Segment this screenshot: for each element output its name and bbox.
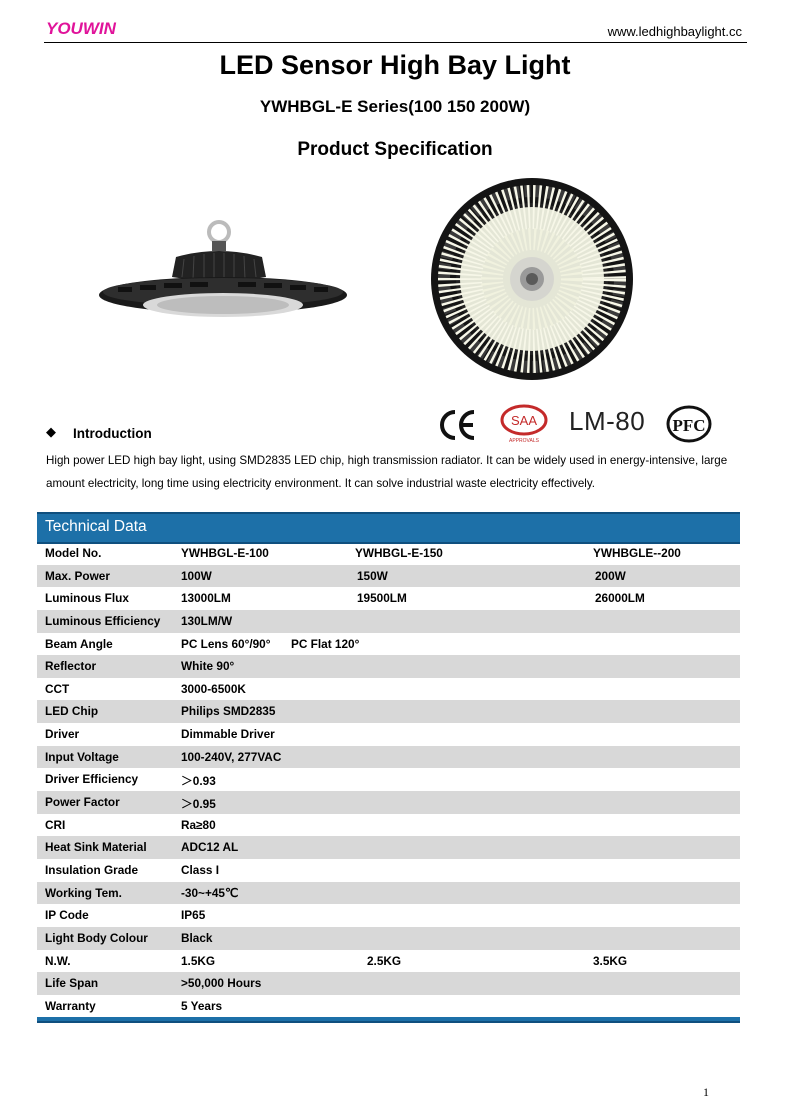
row-label: Max. Power [45, 568, 110, 583]
row-value: 26000LM [595, 591, 645, 606]
table-row [37, 995, 740, 1018]
brand-logo-text: YOUWIN [46, 19, 116, 38]
table-row [37, 700, 740, 723]
table-bottom-rule [37, 1017, 740, 1023]
row-value: White 90° [181, 659, 235, 674]
row-value: Ra≥80 [181, 817, 216, 832]
row-value: 3000-6500K [181, 681, 246, 696]
row-value: 130LM/W [181, 613, 233, 628]
row-label: LED Chip [45, 704, 99, 719]
row-value: 100W [181, 568, 212, 583]
row-label: Light Body Colour [45, 930, 148, 945]
row-label: IP Code [45, 908, 89, 923]
row-value: 200W [595, 568, 626, 583]
row-label: Working Tem. [45, 885, 122, 900]
table-row [37, 836, 740, 859]
table-row [37, 723, 740, 746]
row-value: YWHBGL-E-150 [355, 546, 443, 560]
table-row [37, 791, 740, 814]
table-row [37, 904, 740, 927]
intro-bullet-icon: ◆ [46, 424, 56, 439]
row-label: Insulation Grade [45, 862, 139, 877]
product-front-view-image [430, 177, 635, 382]
row-value: Dimmable Driver [181, 727, 275, 742]
table-row [37, 950, 740, 973]
row-label: CRI [45, 817, 66, 832]
row-label: Reflector [45, 659, 97, 674]
row-value: Black [181, 930, 213, 945]
row-label: Power Factor [45, 795, 120, 810]
row-value: Class I [181, 862, 220, 877]
row-value: >50,000 Hours [181, 976, 262, 991]
row-label: Luminous Flux [45, 591, 129, 606]
row-label: CCT [45, 681, 70, 696]
table-row [37, 610, 740, 633]
row-value: 100-240V, 277VAC [181, 749, 282, 764]
table-row [37, 927, 740, 950]
lm80-mark: LM-80 [569, 406, 646, 436]
row-value: YWHBGL-E-100 [181, 546, 269, 560]
header-divider [44, 42, 747, 43]
product-side-view-image [98, 215, 353, 325]
pfc-mark-icon [665, 404, 713, 444]
row-value: YWHBGLE--200 [593, 546, 681, 560]
row-value: 13000LM [181, 591, 231, 606]
table-row [37, 746, 740, 769]
table-row [37, 859, 740, 882]
intro-paragraph: High power LED high bay light, using SMD2835 LED chip, high transmission radiator. It can be widely used in energy-intensive, large amount electricity, long time using electricity environment. It can solve industrial waste electricity effectively. [46, 454, 728, 490]
technical-data-heading: Technical Data [45, 518, 147, 535]
row-value: PC Lens 60°/90° [181, 636, 271, 651]
row-value: ＞0.93 [181, 774, 216, 789]
row-value: 2.5KG [367, 953, 402, 968]
row-label: Input Voltage [45, 749, 119, 764]
row-value: 150W [357, 568, 388, 583]
row-value: Philips SMD2835 [181, 704, 276, 719]
page-title: LED Sensor High Bay Light [219, 50, 571, 80]
page-number: 1 [703, 1085, 709, 1099]
table-row [37, 814, 740, 837]
ce-mark-icon [437, 406, 477, 444]
table-row [37, 972, 740, 995]
table-row [37, 882, 740, 905]
row-label: Driver Efficiency [45, 772, 139, 787]
row-value: 3.5KG [593, 953, 628, 968]
saa-label: SAA [510, 413, 538, 428]
row-label: Beam Angle [45, 636, 113, 651]
technical-data-header [37, 512, 740, 544]
table-row [37, 542, 740, 565]
page-subtitle: YWHBGL-E Series(100 150 200W) [259, 97, 531, 116]
table-row [37, 768, 740, 791]
row-label: Driver [45, 727, 80, 742]
saa-sub-label: APPROVALS [509, 438, 539, 444]
row-value: 1.5KG [181, 953, 216, 968]
row-value: -30~+45℃ [181, 885, 239, 900]
row-value: ADC12 AL [181, 840, 239, 855]
spec-heading: Product Specification [297, 139, 493, 160]
row-value: 5 Years [181, 998, 223, 1013]
table-row [37, 678, 740, 701]
row-label: Model No. [45, 546, 102, 560]
row-label: N.W. [45, 953, 71, 968]
row-label: Warranty [45, 998, 96, 1013]
spec-table [37, 542, 740, 1017]
row-label: Luminous Efficiency [45, 613, 161, 628]
row-label: Heat Sink Material [45, 840, 147, 855]
table-row [37, 587, 740, 610]
website-url: www.ledhighbaylight.cc [607, 24, 742, 39]
table-row [37, 633, 740, 656]
pfc-label: PFC [672, 416, 706, 435]
row-value: ＞0.95 [181, 797, 216, 812]
row-label: Life Span [45, 976, 99, 991]
table-row [37, 655, 740, 678]
row-value: PC Flat 120° [291, 636, 360, 651]
intro-heading: Introduction [73, 426, 152, 441]
row-value: 19500LM [357, 591, 407, 606]
table-row [37, 565, 740, 588]
saa-approvals-icon [498, 404, 550, 444]
row-value: IP65 [181, 908, 206, 923]
